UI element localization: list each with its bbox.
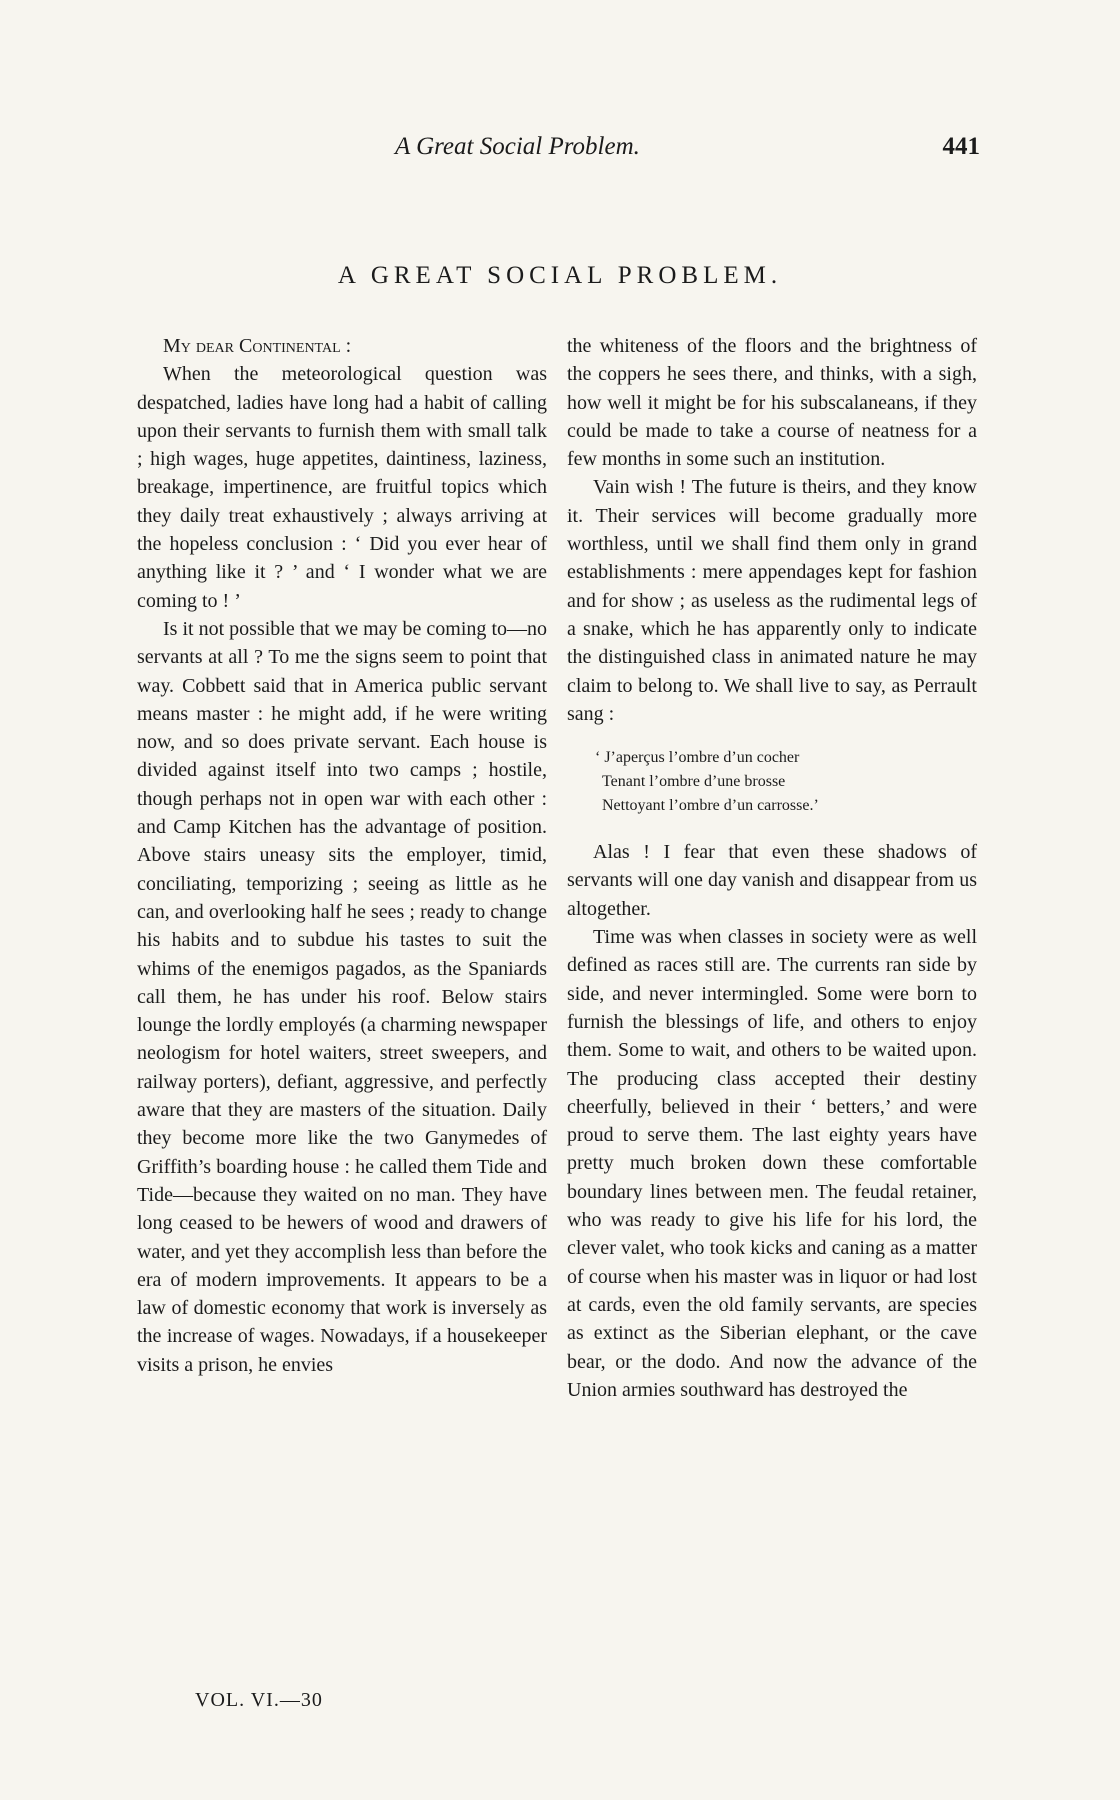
- running-head: [395, 133, 980, 169]
- running-head-title: A Great Social Problem.: [395, 133, 640, 160]
- paragraph: Is it not possible that we may be coming to—no servants at all ? To me the signs seem to point that way. Cobbett said that in America public servant means master : he might add, if he were writing now, and so does private servant. Each house is divided against itself into two camps ; hostile, though perhaps not in open war with each other : and Camp Kitchen has the advantage of position. Above stairs uneasy sits the employer, timid, conciliating, temporizing ; seeing as little as he can, and overlooking half he sees ; ready to change his habits and to subdue his tastes to suit the whims of the enemigos pagados, as the Spaniards call them, he has under his roof. Below stairs lounge the lordly employés (a charming newspaper neologism for hotel waiters, street sweepers, and railway porters), defiant, aggressive, and perfectly aware that they are masters of the situation. Daily they become more like the two Ganymedes of Griffith’s boarding house : he called them Tide and Tide—because they waited on no man. They have long ceased to be hewers of wood and drawers of water, and yet they accomplish less than before the era of modern improvements. It appears to be a law of domestic economy that work is inversely as the increase of wages. Nowadays, if a housekeeper visits a prison, he envies: [137, 617, 547, 1376]
- paragraph: Vain wish ! The future is theirs, and they know it. Their services will become gradually more worthless, until we shall find them only in grand establishments : mere appendages kept for fashion and for show ; as useless as the rudimental legs of a snake, which he has apparently only to indicate the distinguished class in animated nature he may claim to belong to. We shall live to say, as Perrault sang :: [567, 476, 977, 725]
- verse-line: Nettoyant l’ombre d’un carrosse.’: [602, 797, 819, 815]
- right-column: [567, 332, 977, 1404]
- paragraph: When the meteorological question was despatched, ladies have long had a habit of calling upon their servants to furnish them with small talk ; high wages, huge appetites, daintiness, laziness, breakage, impertinence, are fruitful topics which they daily treat exhaustively ; always arriving at the hopeless conclusion : ‘ Did you ever hear of anything like it ? ’ and ‘ I wonder what we are coming to ! ’: [137, 363, 547, 612]
- verse-line: ‘ J’aperçus l’ombre d’un cocher: [595, 749, 800, 767]
- paragraph: the whiteness of the floors and the brightness of the coppers he sees there, and thinks, with a sigh, how well it might be for his subscalaneans, if they could be made to take a course of neatness for a few months in some such an institution.: [567, 335, 977, 471]
- paragraph: Time was when classes in society were as well defined as races still are. The currents ran side by side, and never intermingled. Some were born to furnish the blessings of life, and others to enjoy them. Some to wait, and others to be waited upon. The producing class accepted their destiny cheerfully, believed in their ‘ betters,’ and were proud to serve them. The last eighty years have pretty much broken down these comfortable boundary lines between men. The feudal retainer, who was ready to give his life for his lord, the clever valet, who took kicks and caning as a matter of course when his master was in liquor or had lost at cards, even the old family servants, are species as extinct as the Siberian elephant, or the cave bear, or the dodo. And now the advance of the Union armies southward has destroyed the: [567, 926, 977, 1401]
- page-number: 441: [942, 133, 980, 160]
- left-column: [137, 332, 547, 1379]
- verse-quotation: [595, 746, 977, 818]
- signature-mark: VOL. VI.—30: [195, 1689, 323, 1711]
- article-title: A GREAT SOCIAL PROBLEM.: [337, 262, 783, 289]
- salutation: My dear Continental :: [163, 335, 352, 357]
- verse-line: Tenant l’ombre d’une brosse: [602, 773, 786, 791]
- paragraph: Alas ! I fear that even these shadows of servants will one day vanish and disappear from us altogether.: [567, 841, 977, 920]
